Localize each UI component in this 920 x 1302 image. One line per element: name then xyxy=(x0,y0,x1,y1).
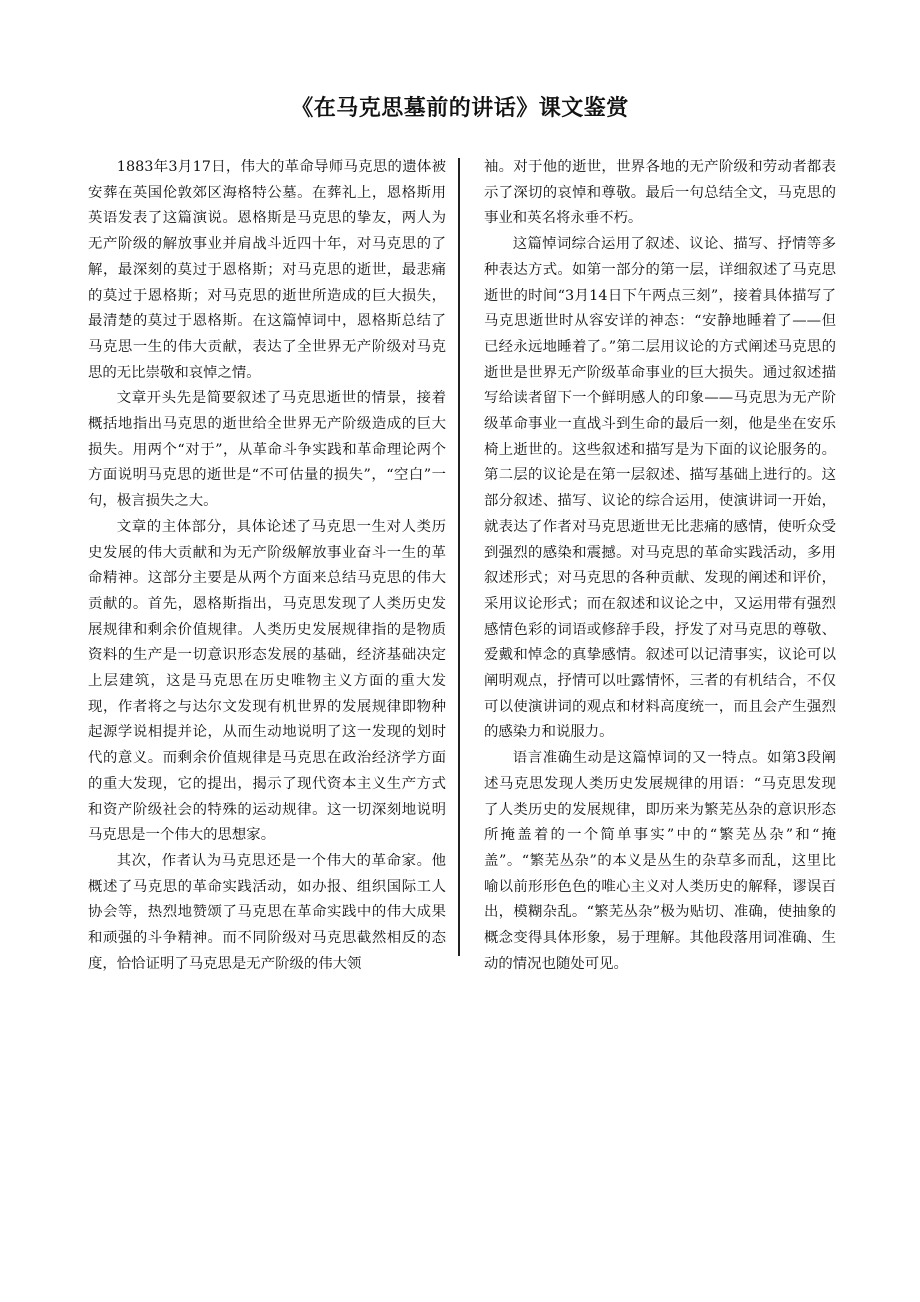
paragraph-1: 1883年3月17日，伟大的革命导师马克思的遗体被安葬在英国伦敦郊区海格特公墓。在葬礼上，恩格斯用英语发表了这篇演说。恩格斯是马克思的挚友，两人为无产阶级的解放事业并肩战斗近四十年，对马克思的了解，最深刻的莫过于恩格斯；对马克思的逝世，最悲痛的莫过于恩格斯；对马克思的逝世所造成的巨大损失，最清楚的莫过于恩格斯。在这篇悼词中，恩格斯总结了马克思一生的伟大贡献，表达了全世界无产阶级对马克思的无比崇敬和哀悼之情。 xyxy=(88,159,446,381)
left-column xyxy=(88,155,446,978)
paragraph-5: 这篇悼词综合运用了叙述、议论、描写、抒情等多种表达方式。如第一部分的第一层，详细叙述了马克思逝世的时间“3月14日下午两点三刻”，接着具体描写了马克思逝世时从容安详的神态：“安静地睡着了——但已经永远地睡着了。”第二层用议论的方式阐述马克思的逝世是世界无产阶级革命事业的巨大损失。通过叙述描写给读者留下一个鲜明感人的印象——马克思为无产阶级革命事业一直战斗到生命的最后一刻，他是坐在安乐椅上逝世的。这些叙述和描写是为下面的议论服务的。第二层的议论是在第一层叙述、描写基础上进行的。这部分叙述、描写、议论的综合运用，使演讲词一开始，就表达了作者对马克思逝世无比悲痛的感情，使听众受到强烈的感染和震撼。对马克思的革命实践活动，多用叙述形式；对马克思的各种贡献、发现的阐述和评价，采用议论形式；而在叙述和议论之中，又运用带有强烈感情色彩的词语或修辞手段，抒发了对马克思的尊敬、爱戴和悼念的真挚感情。叙述可以记清事实，议论可以阐明观点，抒情可以吐露情怀，三者的有机结合，不仅可以使演讲词的观点和材料高度统一，而且会产生强烈的感染力和说服力。 xyxy=(484,236,836,741)
paragraph-2: 文章开头先是简要叙述了马克思逝世的情景，接着概括地指出马克思的逝世给全世界无产阶级造成的巨大损失。用两个“对于”，从革命斗争实践和革命理论两个方面说明马克思的逝世是“不可估量的损失”，“空白”一句，极言损失之大。 xyxy=(88,390,446,510)
paragraph-6: 语言准确生动是这篇悼词的又一特点。如第3段阐述马克思发现人类历史发展规律的用语：“马克思发现了人类历史的发展规律，即历来为繁芜丛杂的意识形态所掩盖着的一个简单事实”中的“繁芜丛杂”和“掩盖”。“繁芜丛杂”的本义是丛生的杂草多而乱，这里比喻以前形形色色的唯心主义对人类历史的解释，谬误百出，模糊杂乱。“繁芜丛杂”极为贴切、准确，使抽象的概念变得具体形象，易于理解。其他段落用词准确、生动的情况也随处可见。 xyxy=(484,750,836,972)
column-divider xyxy=(458,158,460,956)
document-title: 《在马克思墓前的讲话》课文鉴赏 xyxy=(291,96,629,121)
right-column xyxy=(484,155,836,978)
paragraph-4: 其次，作者认为马克思还是一个伟大的革命家。他概述了马克思的革命实践活动，如办报、组织国际工人协会等，热烈地赞颂了马克思在革命实践中的伟大成果和顽强的斗争精神。而不同阶级对马克思截然相反的态度，恰恰证明了马克思是无产阶级的伟大领 xyxy=(88,852,446,972)
paragraph-4-continuation: 袖。对于他的逝世，世界各地的无产阶级和劳动者都表示了深切的哀悼和尊敬。最后一句总结全文，马克思的事业和英名将永垂不朽。 xyxy=(484,159,836,227)
paragraph-3: 文章的主体部分，具体论述了马克思一生对人类历史发展的伟大贡献和为无产阶级解放事业奋斗一生的革命精神。这部分主要是从两个方面来总结马克思的伟大贡献的。首先，恩格斯指出，马克思发现了人类历史发展规律和剩余价值规律。人类历史发展规律指的是物质资料的生产是一切意识形态发展的基础，经济基础决定上层建筑，这是马克思在历史唯物主义方面的重大发现，作者将之与达尔文发现有机世界的发展规律即物种起源学说相提并论，从而生动地说明了这一发现的划时代的意义。而剩余价值规律是马克思在政治经济学方面的重大发现，它的提出，揭示了现代资本主义生产方式和资产阶级社会的特殊的运动规律。这一切深刻地说明马克思是一个伟大的思想家。 xyxy=(88,518,446,844)
